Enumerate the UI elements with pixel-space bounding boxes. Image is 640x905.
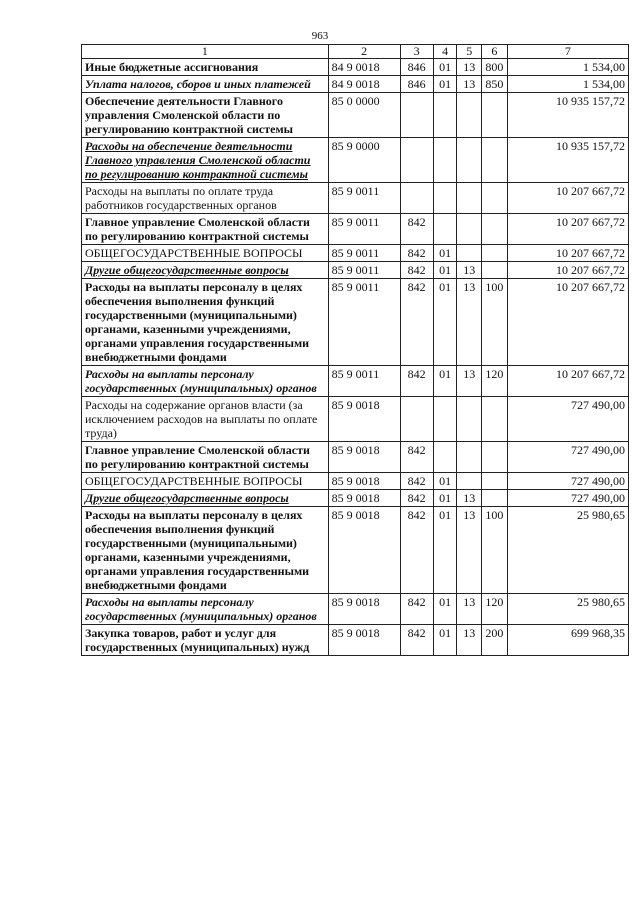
table-row (82, 183, 629, 214)
row-expense-type-cell: 120 (482, 366, 508, 397)
column-header: 2 (328, 45, 400, 59)
row-amount-cell: 10 207 667,72 (507, 214, 628, 245)
row-code-cell: 85 9 0018 (328, 442, 400, 473)
row-ministry-cell: 842 (400, 262, 433, 279)
row-ministry-cell: 842 (400, 442, 433, 473)
row-subsection-cell (457, 183, 482, 214)
table-row (82, 279, 629, 366)
row-code-cell: 85 9 0011 (328, 279, 400, 366)
row-code-cell: 85 9 0011 (328, 366, 400, 397)
row-code-cell: 85 9 0018 (328, 625, 400, 656)
row-amount-cell: 10 207 667,72 (507, 183, 628, 214)
row-name-cell: Главное управление Смоленской области по регулированию контрактной системы (82, 214, 329, 245)
row-code-cell: 84 9 0018 (328, 76, 400, 93)
row-subsection-cell (457, 138, 482, 183)
row-name-cell: Уплата налогов, сборов и иных платежей (82, 76, 329, 93)
row-ministry-cell: 842 (400, 625, 433, 656)
row-amount-cell: 10 207 667,72 (507, 279, 628, 366)
row-section-cell: 01 (433, 507, 457, 594)
row-amount-cell: 25 980,65 (507, 507, 628, 594)
row-name-cell: Расходы на выплаты персоналу государственных (муниципальных) органов (82, 366, 329, 397)
row-section-cell: 01 (433, 366, 457, 397)
row-amount-cell: 727 490,00 (507, 397, 628, 442)
row-expense-type-cell: 100 (482, 279, 508, 366)
row-name-cell: Расходы на выплаты персоналу государственных (муниципальных) органов (82, 594, 329, 625)
table-row (82, 625, 629, 656)
row-ministry-cell: 846 (400, 59, 433, 76)
table-row (82, 245, 629, 262)
row-name-cell: Главное управление Смоленской области по регулированию контрактной системы (82, 442, 329, 473)
budget-table (81, 44, 629, 656)
table-row (82, 594, 629, 625)
table-row (82, 262, 629, 279)
table-row (82, 138, 629, 183)
table-row (82, 490, 629, 507)
row-section-cell: 01 (433, 279, 457, 366)
row-expense-type-cell: 120 (482, 594, 508, 625)
row-subsection-cell: 13 (457, 625, 482, 656)
row-section-cell: 01 (433, 59, 457, 76)
row-section-cell: 01 (433, 490, 457, 507)
row-ministry-cell: 846 (400, 76, 433, 93)
row-code-cell: 85 9 0000 (328, 138, 400, 183)
row-code-cell: 85 9 0011 (328, 262, 400, 279)
row-expense-type-cell (482, 442, 508, 473)
row-section-cell (433, 183, 457, 214)
row-section-cell: 01 (433, 245, 457, 262)
row-amount-cell: 10 207 667,72 (507, 262, 628, 279)
row-amount-cell: 10 935 157,72 (507, 138, 628, 183)
row-name-cell: ОБЩЕГОСУДАРСТВЕННЫЕ ВОПРОСЫ (82, 473, 329, 490)
row-name-cell: Иные бюджетные ассигнования (82, 59, 329, 76)
row-amount-cell: 727 490,00 (507, 473, 628, 490)
row-expense-type-cell (482, 473, 508, 490)
row-expense-type-cell (482, 183, 508, 214)
row-expense-type-cell (482, 138, 508, 183)
row-code-cell: 85 9 0011 (328, 245, 400, 262)
row-name-cell: Расходы на содержание органов власти (за исключением расходов на выплаты по оплате труда) (82, 397, 329, 442)
row-subsection-cell (457, 93, 482, 138)
row-section-cell (433, 397, 457, 442)
table-row (82, 59, 629, 76)
row-subsection-cell: 13 (457, 594, 482, 625)
row-section-cell: 01 (433, 473, 457, 490)
row-ministry-cell: 842 (400, 214, 433, 245)
row-subsection-cell (457, 442, 482, 473)
row-amount-cell: 727 490,00 (507, 490, 628, 507)
table-row (82, 214, 629, 245)
row-expense-type-cell (482, 397, 508, 442)
row-amount-cell: 699 968,35 (507, 625, 628, 656)
row-subsection-cell: 13 (457, 490, 482, 507)
row-section-cell: 01 (433, 262, 457, 279)
row-ministry-cell (400, 93, 433, 138)
table-row (82, 366, 629, 397)
row-expense-type-cell (482, 93, 508, 138)
row-subsection-cell: 13 (457, 279, 482, 366)
row-section-cell (433, 93, 457, 138)
row-ministry-cell: 842 (400, 490, 433, 507)
table-row (82, 507, 629, 594)
row-code-cell: 85 9 0018 (328, 490, 400, 507)
row-expense-type-cell: 800 (482, 59, 508, 76)
row-subsection-cell: 13 (457, 366, 482, 397)
table-row (82, 93, 629, 138)
row-subsection-cell: 13 (457, 262, 482, 279)
row-name-cell: Другие общегосударственные вопросы (82, 262, 329, 279)
page-number: 963 (311, 30, 329, 42)
row-ministry-cell: 842 (400, 366, 433, 397)
row-code-cell: 85 9 0018 (328, 473, 400, 490)
row-subsection-cell: 13 (457, 59, 482, 76)
row-section-cell (433, 138, 457, 183)
row-subsection-cell (457, 397, 482, 442)
table-header-row (82, 45, 629, 59)
row-code-cell: 85 9 0018 (328, 397, 400, 442)
row-expense-type-cell (482, 262, 508, 279)
table-row (82, 397, 629, 442)
row-code-cell: 85 9 0011 (328, 183, 400, 214)
row-ministry-cell: 842 (400, 594, 433, 625)
row-code-cell: 84 9 0018 (328, 59, 400, 76)
row-expense-type-cell (482, 490, 508, 507)
row-name-cell: ОБЩЕГОСУДАРСТВЕННЫЕ ВОПРОСЫ (82, 245, 329, 262)
row-code-cell: 85 9 0011 (328, 214, 400, 245)
row-subsection-cell (457, 245, 482, 262)
row-amount-cell: 10 207 667,72 (507, 366, 628, 397)
row-subsection-cell: 13 (457, 507, 482, 594)
row-amount-cell: 1 534,00 (507, 76, 628, 93)
row-ministry-cell: 842 (400, 279, 433, 366)
row-name-cell: Обеспечение деятельности Главного управления Смоленской области по регулированию контрактной системы (82, 93, 329, 138)
table-row (82, 442, 629, 473)
row-subsection-cell: 13 (457, 76, 482, 93)
column-header: 3 (400, 45, 433, 59)
row-section-cell (433, 442, 457, 473)
row-amount-cell: 10 207 667,72 (507, 245, 628, 262)
column-header: 6 (482, 45, 508, 59)
row-amount-cell: 10 935 157,72 (507, 93, 628, 138)
row-code-cell: 85 0 0000 (328, 93, 400, 138)
row-expense-type-cell: 850 (482, 76, 508, 93)
row-amount-cell: 25 980,65 (507, 594, 628, 625)
row-name-cell: Другие общегосударственные вопросы (82, 490, 329, 507)
table-row (82, 76, 629, 93)
row-name-cell: Закупка товаров, работ и услуг для государственных (муниципальных) нужд (82, 625, 329, 656)
row-expense-type-cell (482, 245, 508, 262)
row-code-cell: 85 9 0018 (328, 507, 400, 594)
column-header: 1 (82, 45, 329, 59)
row-code-cell: 85 9 0018 (328, 594, 400, 625)
row-expense-type-cell: 100 (482, 507, 508, 594)
row-section-cell (433, 214, 457, 245)
row-ministry-cell (400, 397, 433, 442)
row-name-cell: Расходы на выплаты персоналу в целях обеспечения выполнения функций государственными (муниципальными) органами, казенными учреждениями, органами управления государственными внебюджетными фондами (82, 507, 329, 594)
row-subsection-cell (457, 473, 482, 490)
table-body (82, 59, 629, 656)
row-section-cell: 01 (433, 625, 457, 656)
row-section-cell: 01 (433, 594, 457, 625)
row-name-cell: Расходы на выплаты по оплате труда работников государственных органов (82, 183, 329, 214)
column-header: 7 (507, 45, 628, 59)
row-amount-cell: 727 490,00 (507, 442, 628, 473)
row-ministry-cell: 842 (400, 473, 433, 490)
row-amount-cell: 1 534,00 (507, 59, 628, 76)
column-header: 5 (457, 45, 482, 59)
row-section-cell: 01 (433, 76, 457, 93)
row-ministry-cell (400, 138, 433, 183)
column-header: 4 (433, 45, 457, 59)
row-expense-type-cell: 200 (482, 625, 508, 656)
row-ministry-cell: 842 (400, 245, 433, 262)
row-subsection-cell (457, 214, 482, 245)
row-expense-type-cell (482, 214, 508, 245)
row-name-cell: Расходы на обеспечение деятельности Главного управления Смоленской области по регулированию контрактной системы (82, 138, 329, 183)
table-row (82, 473, 629, 490)
row-name-cell: Расходы на выплаты персоналу в целях обеспечения выполнения функций государственными (муниципальными) органами, казенными учреждениями, органами управления государственными внебюджетными фондами (82, 279, 329, 366)
row-ministry-cell: 842 (400, 507, 433, 594)
row-ministry-cell (400, 183, 433, 214)
